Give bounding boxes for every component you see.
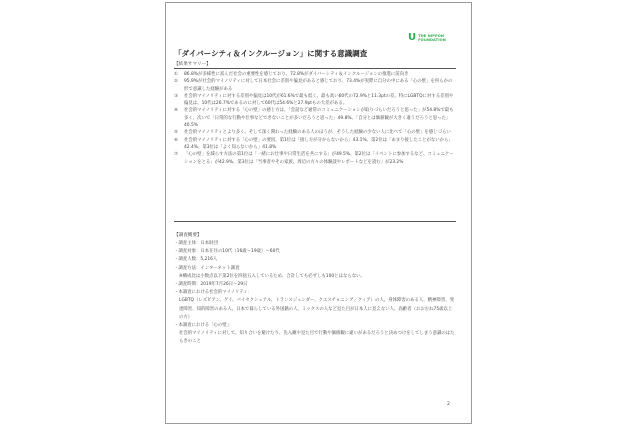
outline-line: ・調査方法：インターネット調査: [174, 265, 240, 271]
logo-mark-icon: U: [408, 32, 417, 43]
item-number: ⑥: [174, 137, 178, 143]
summary-item: [174, 78, 456, 93]
summary-heading: 【結果サマリー】: [174, 62, 211, 67]
summary-top-rule: [174, 68, 456, 69]
item-number: ②: [174, 79, 178, 85]
outline-line: ・調査時期：2019年7月26日～29日: [174, 282, 248, 288]
item-text: 社会的マイノリティに対する「心の壁」の感じ方は、「会話など通常のコミュニケーションが取りづらいだろうと思った」が54.8%で最も多く、次いで「日常的な行動や仕事などできないことが多いだろうと思った」49.8%、「自分とは価値観が大きく違うだろうと思った」40.5%: [184, 108, 454, 129]
summary-bottom-rule: [174, 221, 456, 222]
outline-line: ・調査主体：日本財団: [174, 241, 218, 246]
outline-line: ・調査人数：5,216人: [174, 257, 218, 263]
summary-item: [174, 71, 456, 78]
summary-item: [174, 93, 456, 108]
item-text: 「心の壁」を減らす方法の第1位は「一緒にお仕事や日常生活を共にする」が49.5%、第2位は「イベントに参加するなど、コミュニケーションをとる」が42.9%、第3位は「当事者やその家族、周辺の方々の体験談やレポートなどを読む」が23.2%: [184, 152, 454, 165]
item-text: 95.9%が社会的マイノリティに対して日本社会に差別や偏見があると感じており、73.4%が実際に自分の中にある「心の壁」を何らかの形で意識した経験がある: [184, 79, 453, 92]
document-title: 「ダイバーシティ＆インクルージョン」に関する意識調査: [174, 49, 368, 58]
outline-line: ・本調査における社会的マイノリティ：: [174, 290, 253, 296]
outline-list: [174, 240, 456, 347]
outline-note: ※構成比は小数点以下第2位を四捨五入しているため、合計しても必ずしも100とはならない。: [179, 273, 365, 279]
logo-line-1: THE NIPPON: [418, 34, 444, 38]
item-text: 社会的マイノリティとより多く、そして深く関わった経験のある人のほうが、そうした経験の少ない人に比べて「心の壁」を感じづらい: [184, 130, 451, 136]
outline-line: ・調査対象：日本在住の10代（16歳～19歳）～60代: [174, 249, 280, 255]
item-text: 社会的マイノリティに対する「心の壁」の要因、第1位は「接し方が分からないから」43.1%、第2位は「あまり接したことがないから」42.4%、第3位は「よく知らないから」41.8%: [184, 137, 453, 150]
logo-text: [418, 34, 446, 42]
document-page: [165, 2, 472, 424]
nippon-foundation-logo: [408, 33, 446, 43]
outline-detail: 社会的マイノリティに対して、知り合いを避けたり、先入観や見た目で行動や価値観に違いがあるだろうと決めつけをしてしまう意識のはたらきのこと: [179, 331, 455, 345]
summary-item: [174, 137, 456, 152]
outline-line: ・本調査における「心の壁」：: [174, 323, 234, 329]
item-number: ③: [174, 93, 178, 99]
item-number: ④: [174, 108, 178, 114]
outline-heading: 【調査概要】: [174, 233, 202, 238]
outline-detail: LGBTQ（レズビアン、ゲイ、バイセクシュアル、トランスジェンダー、クエスチョニング／クィア）の人、身体障害のある人、精神障害、発達障害、知的障害のある人、日本で暮らしている外国籍の人、ミックスの人など見た目が日本人に見えない人、高齢者（おおむね75歳以上の方）: [179, 298, 455, 320]
item-text: 社会的マイノリティに対する差別や偏見は10代が61.6%で最も低く、最も高い60代の72.9%と11.3ptの差。特にLGBTQに対する差別や偏見は、10代は26.7%であるのに対して60代は54.6%と27.9ptもの大差がある。: [184, 93, 454, 107]
logo-line-2: FOUNDATION: [418, 38, 446, 42]
summary-list: [174, 71, 456, 166]
item-number: ①: [174, 72, 178, 77]
item-text: 86.8%が多様性に富んだ社会の重要性を感じており、72.8%がダイバーシティ＆インクルージョンの推進に前向き: [184, 72, 409, 77]
item-number: ⑤: [174, 130, 178, 136]
summary-item: [174, 107, 456, 129]
summary-item: [174, 129, 456, 136]
item-number: ⑦: [174, 152, 178, 158]
summary-item: [174, 151, 456, 166]
page-number: 2: [447, 402, 450, 407]
